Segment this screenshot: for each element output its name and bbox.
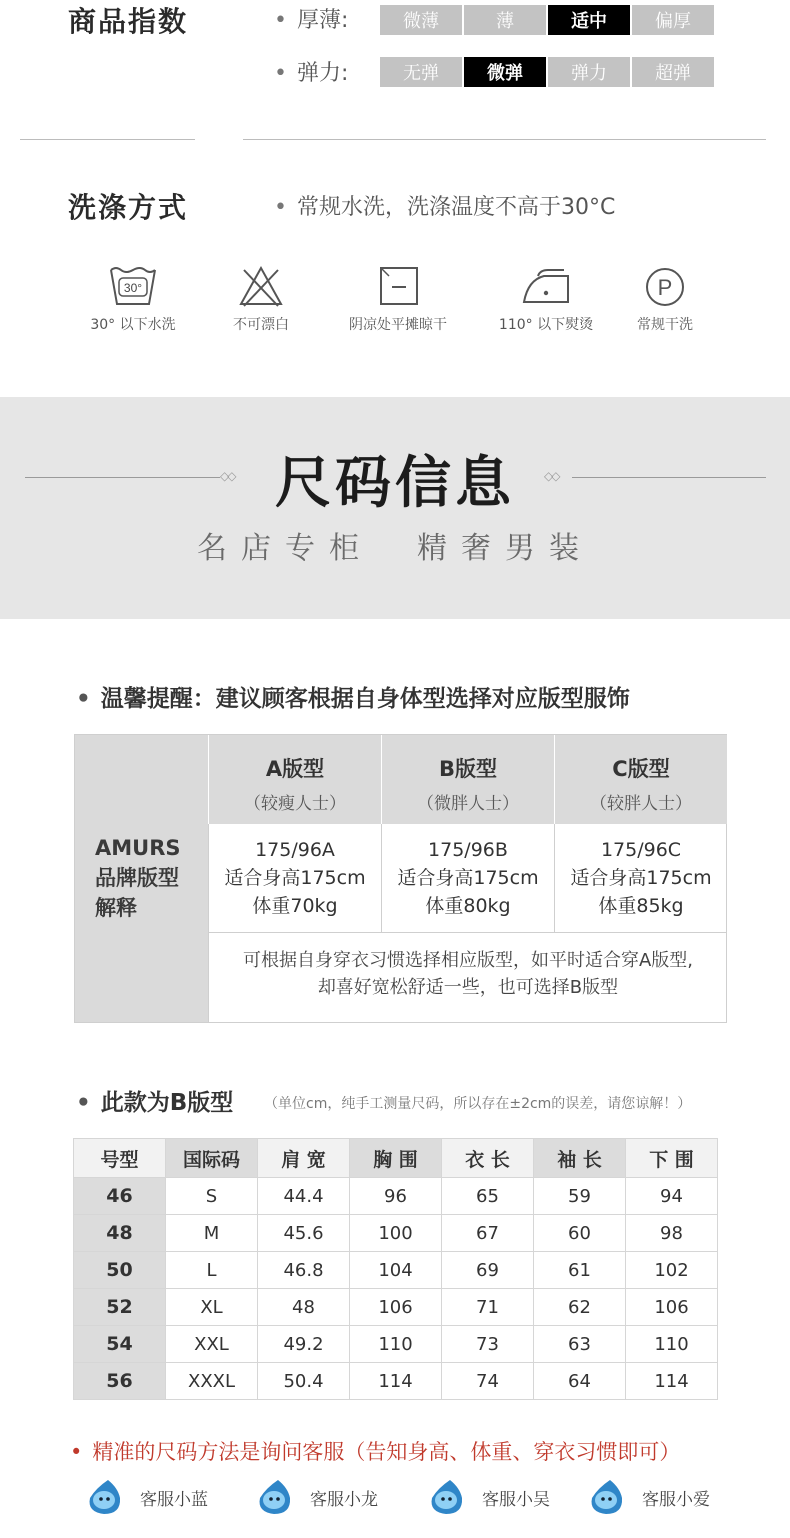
table-cell: 56: [74, 1363, 166, 1400]
table-cell: 46: [74, 1178, 166, 1215]
table-cell: 110: [350, 1326, 442, 1363]
table-cell: 62: [534, 1289, 626, 1326]
size-chart-header-row: [74, 1139, 718, 1178]
dry-flat-label: 阴凉处平摊晾干: [349, 317, 447, 333]
water-drop-mascot-icon: [428, 1478, 466, 1516]
table-row: [74, 1289, 718, 1326]
fit-c-weight: 体重85kg: [598, 895, 684, 917]
fit-a-sub: （较瘦人士）: [244, 794, 346, 814]
water-drop-mascot-icon: [588, 1478, 626, 1516]
size-chart-header: 号型: [74, 1139, 166, 1178]
table-cell: 110: [626, 1326, 718, 1363]
table-cell: 96: [350, 1178, 442, 1215]
size-chart-header: 国际码: [166, 1139, 258, 1178]
customer-service-item[interactable]: [86, 1478, 208, 1516]
table-cell: 50: [74, 1252, 166, 1289]
elasticity-option: 弹力: [548, 57, 630, 87]
thickness-option: 薄: [464, 5, 546, 35]
wash-30-item: [68, 264, 198, 334]
elasticity-label: • 弹力:: [274, 56, 348, 87]
elasticity-scale: [380, 57, 716, 87]
size-info-banner: [0, 397, 790, 619]
dry-clean-p-icon: [640, 264, 690, 308]
elasticity-option: 超弹: [632, 57, 714, 87]
customer-service-item[interactable]: [588, 1478, 710, 1516]
table-cell: 63: [534, 1326, 626, 1363]
table-row: [74, 1326, 718, 1363]
thickness-option: 微薄: [380, 5, 462, 35]
model-fit-title: • 此款为B版型: [76, 1084, 233, 1117]
table-cell: 49.2: [258, 1326, 350, 1363]
measurement-note: （单位cm，纯手工测量尺码，所以存在±2cm的误差，请您谅解！）: [264, 1096, 692, 1112]
wash-title: 洗涤方式: [68, 191, 189, 224]
wash-temp-badge: 30°: [123, 281, 143, 295]
size-chart-header: 衣 长: [442, 1139, 534, 1178]
fit-a-header: [208, 735, 381, 824]
table-cell: 64: [534, 1363, 626, 1400]
no-bleach-icon: [236, 264, 286, 308]
table-cell: 106: [626, 1289, 718, 1326]
customer-service-name: 客服小爱: [642, 1489, 710, 1510]
fit-a-size: 175/96A: [255, 839, 335, 861]
brand-line: 解释: [95, 896, 137, 920]
customer-service-item[interactable]: [428, 1478, 550, 1516]
thickness-label: • 厚薄:: [274, 3, 348, 34]
fit-b-header: [381, 735, 554, 824]
fit-note: [208, 932, 727, 1022]
banner-title: 尺码信息: [275, 451, 515, 516]
table-cell: 67: [442, 1215, 534, 1252]
size-chart-table: [73, 1138, 718, 1400]
table-cell: L: [166, 1252, 258, 1289]
size-chart-header: 袖 长: [534, 1139, 626, 1178]
table-cell: 52: [74, 1289, 166, 1326]
fit-b-sub: （微胖人士）: [417, 794, 519, 814]
fit-b-height: 适合身高175cm: [397, 867, 539, 889]
table-row: [74, 1252, 718, 1289]
banner-line-right: [572, 477, 766, 478]
fit-a-weight: 体重70kg: [252, 895, 338, 917]
no-bleach-item: [196, 264, 326, 334]
diamond-ornament-icon: ◇◇: [220, 469, 235, 483]
customer-service-name: 客服小蓝: [140, 1489, 208, 1510]
table-cell: 48: [258, 1289, 350, 1326]
fit-c-header: [554, 735, 727, 824]
table-cell: 94: [626, 1178, 718, 1215]
size-chart-header: 下 围: [626, 1139, 718, 1178]
divider: [20, 139, 195, 140]
size-chart-header: 胸 围: [350, 1139, 442, 1178]
iron-label: 110° 以下熨烫: [498, 317, 594, 333]
wash-description: • 常规水洗，洗涤温度不高于30°C: [274, 190, 615, 221]
thickness-option-selected: 适中: [548, 5, 630, 35]
water-drop-mascot-icon: [86, 1478, 124, 1516]
no-bleach-label: 不可漂白: [233, 317, 289, 333]
table-row: [74, 1363, 718, 1400]
table-cell: 114: [350, 1363, 442, 1400]
table-cell: 46.8: [258, 1252, 350, 1289]
table-cell: 102: [626, 1252, 718, 1289]
dry-clean-item: [600, 264, 730, 334]
customer-service-name: 客服小吴: [482, 1489, 550, 1510]
elasticity-option: 无弹: [380, 57, 462, 87]
dry-flat-item: [333, 264, 463, 334]
table-cell: XXXL: [166, 1363, 258, 1400]
banner-subtitle: 名店专柜 精奢男装: [197, 531, 593, 566]
customer-service-item[interactable]: [256, 1478, 378, 1516]
fit-b-weight: 体重80kg: [425, 895, 511, 917]
fit-b-detail: [381, 824, 554, 932]
fit-b-size: 175/96B: [428, 839, 508, 861]
table-cell: 50.4: [258, 1363, 350, 1400]
table-cell: 106: [350, 1289, 442, 1326]
table-cell: 60: [534, 1215, 626, 1252]
table-cell: 100: [350, 1215, 442, 1252]
table-cell: 54: [74, 1326, 166, 1363]
fit-c-height: 适合身高175cm: [570, 867, 712, 889]
fit-type-table: [74, 734, 727, 1023]
dry-clean-badge: P: [657, 275, 673, 300]
diamond-ornament-icon: ◇◇: [544, 469, 559, 483]
fit-a-height: 适合身高175cm: [224, 867, 366, 889]
water-drop-mascot-icon: [256, 1478, 294, 1516]
dry-flat-shade-icon: [373, 264, 423, 308]
thickness-scale: [380, 5, 716, 35]
table-cell: 98: [626, 1215, 718, 1252]
table-cell: 59: [534, 1178, 626, 1215]
table-cell: 61: [534, 1252, 626, 1289]
fit-tip: • 温馨提醒：建议顾客根据自身体型选择对应版型服饰: [76, 680, 630, 713]
wash-30-label: 30° 以下水洗: [90, 317, 176, 333]
fit-c-name: C版型: [612, 757, 670, 781]
divider: [243, 139, 766, 140]
table-cell: S: [166, 1178, 258, 1215]
fit-a-name: A版型: [265, 757, 325, 781]
dry-clean-label: 常规干洗: [637, 317, 693, 333]
table-cell: 73: [442, 1326, 534, 1363]
size-chart-header: 肩 宽: [258, 1139, 350, 1178]
table-row: [74, 1178, 718, 1215]
table-cell: 74: [442, 1363, 534, 1400]
table-cell: 65: [442, 1178, 534, 1215]
index-title: 商品指数: [68, 5, 189, 38]
table-cell: XXL: [166, 1326, 258, 1363]
fit-note-line: 却喜好宽松舒适一些，也可选择B版型: [317, 977, 619, 998]
table-cell: 48: [74, 1215, 166, 1252]
brand-explanation: [95, 833, 181, 923]
table-cell: 114: [626, 1363, 718, 1400]
fit-b-name: B版型: [438, 757, 497, 781]
table-cell: 44.4: [258, 1178, 350, 1215]
wash-30-icon: [108, 264, 158, 308]
brand-name: AMURS: [95, 836, 181, 860]
fit-c-size: 175/96C: [600, 839, 682, 861]
iron-icon: [518, 264, 574, 308]
table-cell: M: [166, 1215, 258, 1252]
fit-a-detail: [208, 824, 381, 932]
customer-service-name: 客服小龙: [310, 1489, 378, 1510]
brand-column: [75, 735, 208, 1022]
elasticity-option-selected: 微弹: [464, 57, 546, 87]
thickness-option: 偏厚: [632, 5, 714, 35]
table-cell: 45.6: [258, 1215, 350, 1252]
fit-note-line: 可根据自身穿衣习惯选择相应版型，如平时适合穿A版型,: [242, 950, 694, 971]
fit-c-detail: [554, 824, 727, 932]
table-row: [74, 1215, 718, 1252]
contact-tip: • 精准的尺码方法是询问客服（告知身高、体重、穿衣习惯即可）: [70, 1436, 680, 1466]
fit-c-sub: （较胖人士）: [590, 794, 692, 814]
table-cell: 71: [442, 1289, 534, 1326]
table-cell: 69: [442, 1252, 534, 1289]
table-cell: XL: [166, 1289, 258, 1326]
table-cell: 104: [350, 1252, 442, 1289]
brand-line: 品牌版型: [95, 866, 179, 890]
iron-item: [481, 264, 611, 334]
